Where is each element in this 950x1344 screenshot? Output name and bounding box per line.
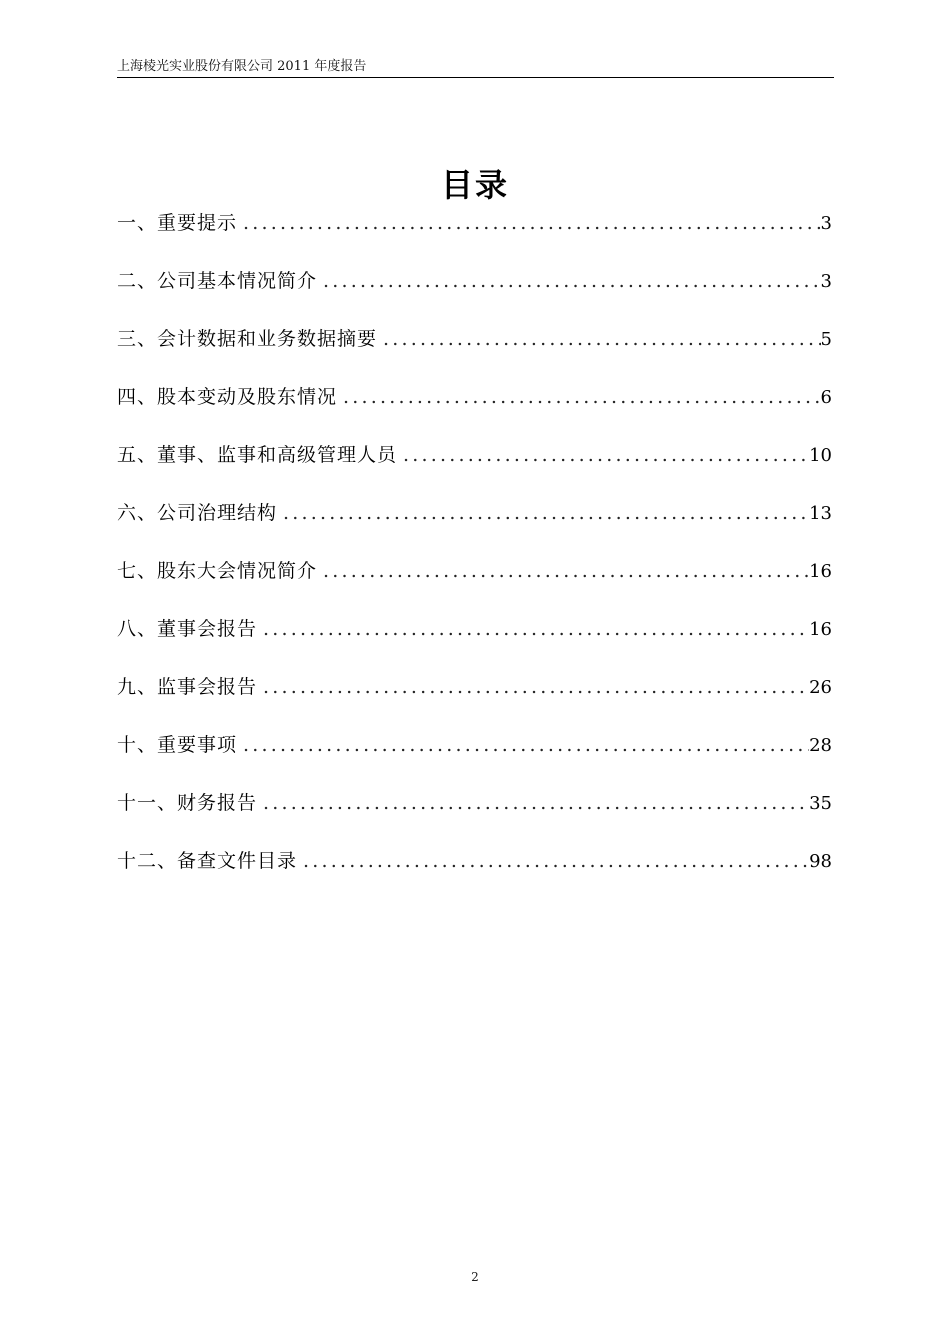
toc-leader-dots <box>277 495 809 531</box>
toc-entry[interactable] <box>117 785 832 843</box>
header-divider <box>117 77 834 78</box>
toc-entry-label: 十二、备查文件目录 <box>117 850 298 872</box>
toc-leader-dots <box>397 437 809 473</box>
toc-entry-label: 六、公司治理结构 <box>117 502 278 524</box>
toc-entry[interactable] <box>117 727 832 785</box>
toc-leader-dots <box>257 669 809 705</box>
toc-leader-dots <box>317 553 809 589</box>
toc-entry-label: 十、重要事项 <box>117 734 238 756</box>
toc-entry[interactable] <box>117 379 832 437</box>
toc-entry-label: 四、股本变动及股东情况 <box>117 386 338 408</box>
toc-entry[interactable] <box>117 553 832 611</box>
toc-entry-label: 九、监事会报告 <box>117 676 258 698</box>
toc-entry-label: 八、董事会报告 <box>117 618 258 640</box>
toc-entry-label: 二、公司基本情况简介 <box>117 270 318 292</box>
toc-entry[interactable] <box>117 321 832 379</box>
toc-entry-page: 98 <box>809 851 832 872</box>
toc-entry-page: 16 <box>809 619 832 640</box>
toc-entry-page: 28 <box>809 735 832 756</box>
toc-entry-page: 26 <box>809 677 832 698</box>
toc-entry[interactable] <box>117 669 832 727</box>
toc-leader-dots <box>337 379 821 415</box>
running-header: 上海棱光实业股份有限公司 2011 年度报告 <box>117 59 367 74</box>
toc-entry[interactable] <box>117 495 832 553</box>
toc-entry-label: 七、股东大会情况简介 <box>117 560 318 582</box>
toc-entry[interactable] <box>117 205 832 263</box>
toc-leader-dots <box>257 785 809 821</box>
toc-entry[interactable] <box>117 437 832 495</box>
toc-entry[interactable] <box>117 843 832 901</box>
table-of-contents <box>117 205 832 901</box>
toc-entry-label: 五、董事、监事和高级管理人员 <box>117 444 398 466</box>
toc-entry-label: 一、重要提示 <box>117 212 238 234</box>
page-number: 2 <box>471 1270 479 1284</box>
toc-entry-label: 三、会计数据和业务数据摘要 <box>117 328 378 350</box>
toc-leader-dots <box>237 727 809 763</box>
toc-leader-dots <box>257 611 809 647</box>
toc-entry-page: 35 <box>809 793 832 814</box>
toc-entry-page: 3 <box>820 213 832 234</box>
toc-entry-page: 3 <box>820 271 832 292</box>
toc-entry-page: 5 <box>820 329 832 350</box>
toc-entry-page: 6 <box>820 387 832 408</box>
page-title: 目录 <box>440 166 509 204</box>
toc-leader-dots <box>297 843 809 879</box>
toc-entry-label: 十一、财务报告 <box>117 792 258 814</box>
toc-leader-dots <box>237 205 821 241</box>
toc-entry-page: 10 <box>809 445 832 466</box>
toc-entry-page: 16 <box>809 561 832 582</box>
toc-leader-dots <box>377 321 821 357</box>
toc-entry[interactable] <box>117 611 832 669</box>
toc-leader-dots <box>317 263 821 299</box>
toc-entry[interactable] <box>117 263 832 321</box>
toc-entry-page: 13 <box>809 503 832 524</box>
